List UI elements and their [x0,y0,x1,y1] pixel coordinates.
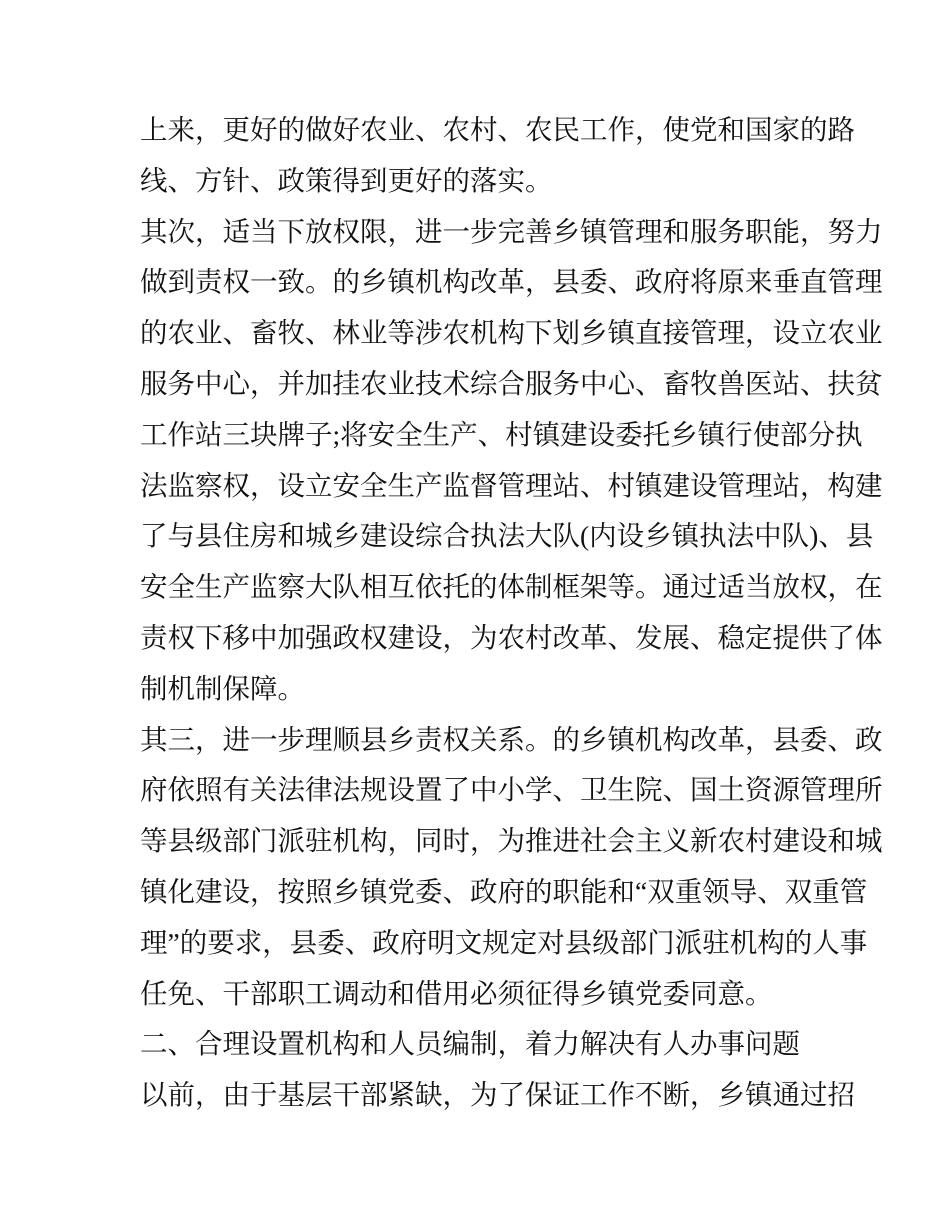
text-line: 上来，更好的做好农业、农村、农民工作，使党和国家的路 [140,114,855,145]
text-line: 服务中心，并加挂农业技术综合服务中心、畜牧兽医站、扶贫 [140,367,883,399]
text-line: 其次，适当下放权限，进一步完善乡镇管理和服务职能，努力 [140,215,883,247]
text-line: 法监察权，设立安全生产监督管理站、村镇建设管理站，构建 [140,469,883,501]
text-line: 镇化建设，按照乡镇党委、政府的职能和“双重领导、双重管 [140,875,868,907]
text-line: 府依照有关法律法规设置了中小学、卫生院、国土资源管理所 [140,774,883,806]
text-line: 制机制保障。 [140,672,305,704]
text-line: 的农业、畜牧、林业等涉农机构下划乡镇直接管理，设立农业 [140,317,883,349]
document-page [140,105,883,1121]
text-line: 线、方针、政策得到更好的落实。 [140,164,553,196]
text-line: 做到责权一致。的乡镇机构改革，县委、政府将原来垂直管理 [140,266,883,298]
text-line: 理”的要求，县委、政府明文规定对县级部门派驻机构的人事 [140,926,868,958]
text-line: 等县级部门派驻机构，同时，为推进社会主义新农村建设和城 [140,825,883,857]
text-line: 任免、干部职工调动和借用必须征得乡镇党委同意。 [140,977,773,1009]
text-line: 其三，进一步理顺县乡责权关系。的乡镇机构改革，县委、政 [140,723,883,755]
text-line: 责权下移中加强政权建设，为农村改革、发展、稳定提供了体 [140,621,883,653]
section-heading: 二、合理设置机构和人员编制，着力解决有人办事问题 [140,1028,800,1060]
text-line: 以前，由于基层干部紧缺，为了保证工作不断，乡镇通过招 [140,1079,855,1111]
text-line: 了与县住房和城乡建设综合执法大队(内设乡镇执法中队)、县 [140,520,874,552]
text-line: 安全生产监察大队相互依托的体制框架等。通过适当放权，在 [140,571,883,603]
text-line: 工作站三块牌子;将安全生产、村镇建设委托乡镇行使部分执 [140,418,863,450]
